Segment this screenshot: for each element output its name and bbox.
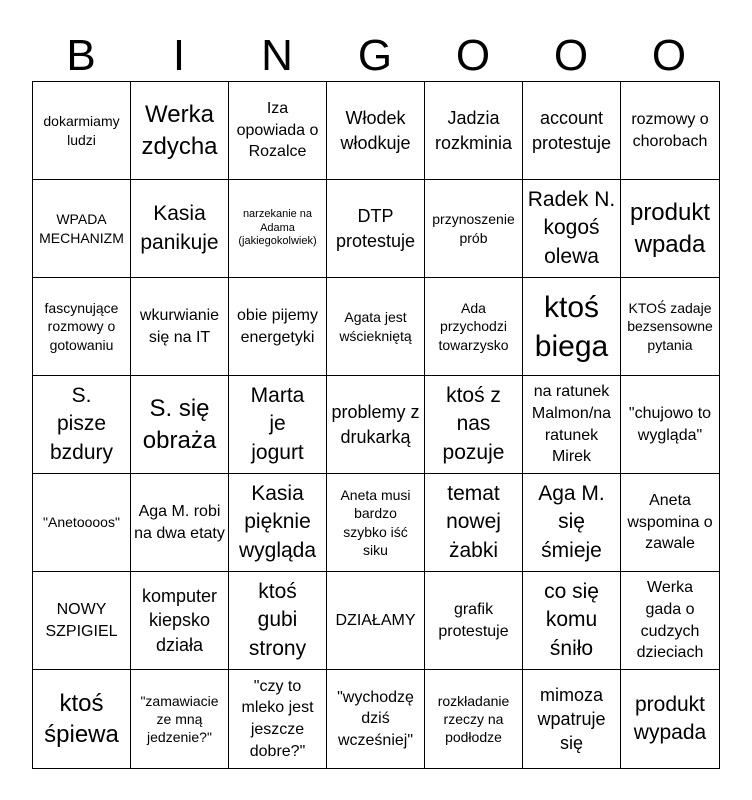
- bingo-cell[interactable]: [229, 474, 327, 572]
- cell-text: temat nowej żabki: [446, 481, 501, 562]
- bingo-cell[interactable]: [327, 376, 425, 474]
- bingo-cell[interactable]: [425, 180, 523, 278]
- bingo-cell[interactable]: [33, 180, 131, 278]
- cell-text: ktoś gubi strony: [248, 579, 307, 660]
- cell-text: "zamawiacie ze mną jedzenie?": [140, 692, 219, 746]
- cell-text: "wychodzę dziś wcześniej": [337, 688, 414, 749]
- bingo-cell[interactable]: [327, 572, 425, 670]
- bingo-cell[interactable]: [621, 572, 719, 670]
- cell-text: komputer kiepsko działa: [141, 586, 218, 655]
- cell-text: S. się obraża: [142, 395, 217, 454]
- cell-text: ktoś z nas pozuje: [442, 383, 505, 464]
- cell-text: Aneta wspomina o zawale: [627, 492, 713, 553]
- cell-text: KTOŚ zadaje bezsensowne pytania: [627, 300, 713, 353]
- cell-text: rozkładanie rzeczy na podłodze: [437, 692, 510, 746]
- bingo-cell[interactable]: [327, 278, 425, 376]
- header-letter-n: N: [261, 31, 293, 80]
- cell-text: Werka zdycha: [141, 101, 218, 160]
- bingo-cell[interactable]: [425, 82, 523, 180]
- bingo-cell[interactable]: [131, 278, 229, 376]
- bingo-cell[interactable]: [131, 572, 229, 670]
- bingo-header: [32, 30, 718, 82]
- header-letter-o-1: O: [455, 31, 491, 80]
- cell-text: obie pijemy energetyki: [237, 306, 318, 346]
- cell-text: Agata jest wściekniętą: [339, 309, 412, 344]
- cell-text: Aga M. się śmieje: [538, 481, 605, 562]
- header-letter-b: B: [66, 31, 96, 80]
- bingo-board: [32, 81, 720, 769]
- header-letter-g: G: [357, 31, 393, 80]
- bingo-cell[interactable]: [621, 376, 719, 474]
- bingo-cell[interactable]: [229, 180, 327, 278]
- cell-text: Kasia panikuje: [140, 202, 219, 254]
- cell-text: account protestuje: [531, 108, 612, 153]
- cell-text: mimoza wpatruje się: [537, 684, 606, 754]
- bingo-cell[interactable]: [229, 670, 327, 768]
- bingo-cell[interactable]: [131, 376, 229, 474]
- bingo-cell[interactable]: [523, 670, 621, 768]
- bingo-cell[interactable]: [523, 82, 621, 180]
- bingo-cell[interactable]: [327, 670, 425, 768]
- bingo-cell[interactable]: [425, 572, 523, 670]
- cell-text: co się komu śniło: [544, 579, 599, 660]
- cell-text: Werka gada o cudzych dzieciach: [636, 579, 704, 662]
- cell-text: wkurwianie się na IT: [139, 306, 220, 346]
- header-letter-i: I: [172, 31, 186, 80]
- bingo-cell[interactable]: [33, 474, 131, 572]
- bingo-cell[interactable]: [229, 278, 327, 376]
- cell-text: "chujowo to wygląda": [628, 404, 712, 444]
- cell-text: Ada przychodzi towarzysko: [438, 300, 509, 353]
- bingo-cell[interactable]: [621, 82, 719, 180]
- cell-text: Iza opowiada o Rozalce: [236, 100, 319, 161]
- cell-text: Marta je jogurt: [250, 383, 305, 464]
- cell-text: problemy z drukarką: [331, 402, 420, 447]
- bingo-cell[interactable]: [327, 474, 425, 572]
- bingo-cell[interactable]: [621, 278, 719, 376]
- bingo-cell[interactable]: [425, 376, 523, 474]
- cell-text: grafik protestuje: [438, 600, 509, 640]
- bingo-cell[interactable]: [621, 670, 719, 768]
- bingo-cell[interactable]: [425, 474, 523, 572]
- cell-text: WPADA MECHANIZM: [39, 211, 124, 246]
- cell-text: Aneta musi bardzo szybko iść siku: [340, 487, 411, 558]
- cell-text: "czy to mleko jest jeszcze dobre?": [241, 677, 314, 760]
- bingo-cell[interactable]: [425, 278, 523, 376]
- cell-text: produkt wypada: [633, 692, 707, 744]
- cell-text: produkt wpada: [629, 199, 711, 258]
- bingo-cell[interactable]: [523, 572, 621, 670]
- bingo-cell[interactable]: [131, 670, 229, 768]
- cell-text: Kasia pięknie wygląda: [238, 481, 317, 562]
- cell-text: S. pisze bzdury: [49, 383, 114, 464]
- header-letter-o-2: O: [553, 31, 589, 80]
- bingo-cell[interactable]: [523, 180, 621, 278]
- cell-text: Aga M. robi na dwa etaty: [134, 502, 225, 542]
- bingo-cell[interactable]: [131, 180, 229, 278]
- cell-text: rozmowy o chorobach: [631, 110, 709, 150]
- bingo-cell[interactable]: [621, 474, 719, 572]
- cell-text: na ratunek Malmon/na ratunek Mirek: [531, 383, 612, 466]
- cell-text: dokarmiamy ludzi: [43, 113, 120, 148]
- bingo-cell[interactable]: [523, 278, 621, 376]
- cell-text: "Anetoooos": [43, 514, 120, 531]
- bingo-cell[interactable]: [425, 670, 523, 768]
- bingo-cell[interactable]: [621, 180, 719, 278]
- cell-text: narzekanie na Adama (jakiegokolwiek): [238, 207, 317, 248]
- cell-text: fascynujące rozmowy o gotowaniu: [44, 300, 119, 353]
- bingo-cell[interactable]: [33, 572, 131, 670]
- cell-text: ktoś biega: [534, 290, 609, 363]
- bingo-cell[interactable]: [33, 82, 131, 180]
- cell-text: przynoszenie prób: [432, 211, 515, 246]
- bingo-cell[interactable]: [131, 82, 229, 180]
- bingo-cell[interactable]: [131, 474, 229, 572]
- cell-text: ktoś śpiewa: [44, 689, 119, 748]
- cell-text: DZIAŁAMY: [335, 611, 416, 629]
- bingo-cell[interactable]: [33, 278, 131, 376]
- cell-text: Radek N. kogoś olewa: [527, 187, 616, 268]
- bingo-cell[interactable]: [229, 376, 327, 474]
- bingo-cell[interactable]: [229, 572, 327, 670]
- cell-text: Włodek włodkuje: [340, 108, 411, 153]
- bingo-cell[interactable]: [523, 376, 621, 474]
- bingo-cell[interactable]: [327, 82, 425, 180]
- bingo-cell[interactable]: [33, 670, 131, 768]
- header-letter-o-3: O: [651, 31, 687, 80]
- cell-text: Jadzia rozkminia: [434, 108, 513, 153]
- bingo-cell[interactable]: [523, 474, 621, 572]
- cell-text: DTP protestuje: [335, 206, 416, 251]
- bingo-cell[interactable]: [327, 180, 425, 278]
- cell-text: NOWY SZPIGIEL: [45, 600, 118, 640]
- bingo-cell[interactable]: [33, 376, 131, 474]
- bingo-cell[interactable]: [229, 82, 327, 180]
